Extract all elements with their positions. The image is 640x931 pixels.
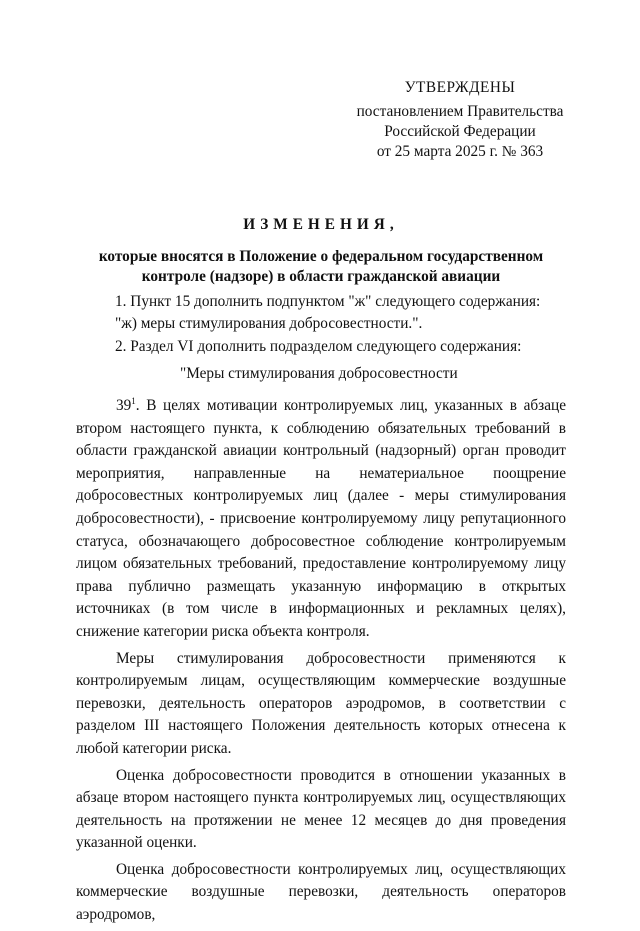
section-heading: "Меры стимулирования добросовестности	[180, 365, 458, 382]
paragraph	[76, 395, 566, 644]
title-subtitle-line: которые вносятся в Положение о федеральном государственном	[98, 247, 544, 265]
title-subtitle-line: контроле (надзоре) в области гражданской авиации	[141, 267, 501, 285]
paragraph-text: . В целях мотивации контролируемых лиц, указанных в абзаце втором настоящего пункта, к соблюдению обязательных требований в области гражданской авиации контрольный (надзорный) орган проводит мероприятия, направленные на нематериальное поощрение добросовестных контролируемых лиц (далее - меры стимулирования добросовестности), - присвоение контролируемому лицу репутационного статуса, обозначающего добросовестное соблюдение контролируемым лицом обязательных требований, предоставление контролируемому лицу права публично размещать указанную информацию в открытых источниках (в том числе в информационных и рекламных целях), снижение категории риска объекта контроля.	[76, 397, 566, 640]
amendment-item: 1. Пункт 15 дополнить подпунктом "ж" следующего содержания:	[115, 293, 541, 310]
amendment-item: 2. Раздел VI дополнить подразделом следующего содержания:	[115, 337, 522, 355]
document-title	[76, 214, 566, 287]
paragraph: Оценка добросовестности контролируемых лиц, осуществляющих коммерческие воздушные перевозки, деятельность операторов аэродромов,	[76, 860, 566, 924]
body-text	[76, 395, 566, 931]
amendment-items	[115, 291, 575, 358]
approval-heading: УТВЕРЖДЕНЫ	[404, 79, 516, 96]
title-subtitle	[76, 247, 566, 287]
paragraph-number: 39	[116, 397, 132, 414]
title-heading: ИЗМЕНЕНИЯ,	[243, 216, 399, 233]
approval-date-line: от 25 марта 2025 г. № 363	[376, 143, 544, 160]
approval-block	[340, 78, 580, 162]
paragraph-number-superscript: 1	[131, 395, 136, 406]
amendment-item: "ж) меры стимулирования добросовестности.".	[115, 315, 423, 333]
approval-line: Российской Федерации	[384, 123, 536, 140]
paragraph: Оценка добросовестности проводится в отношении указанных в абзаце втором настоящего пункта контролируемых лиц, осуществляющих деятельность на протяжении не менее 12 месяцев до дня проведения указанной оценки.	[76, 766, 566, 852]
paragraph: Меры стимулирования добросовестности применяются к контролируемым лицам, осуществляющим коммерческие воздушные перевозки, деятельность операторов аэродромов, в соответствии с разделом III настоящего Положения деятельность которых отнесена к любой категории риска.	[76, 649, 566, 757]
approval-line: постановлением Правительства	[356, 103, 564, 120]
